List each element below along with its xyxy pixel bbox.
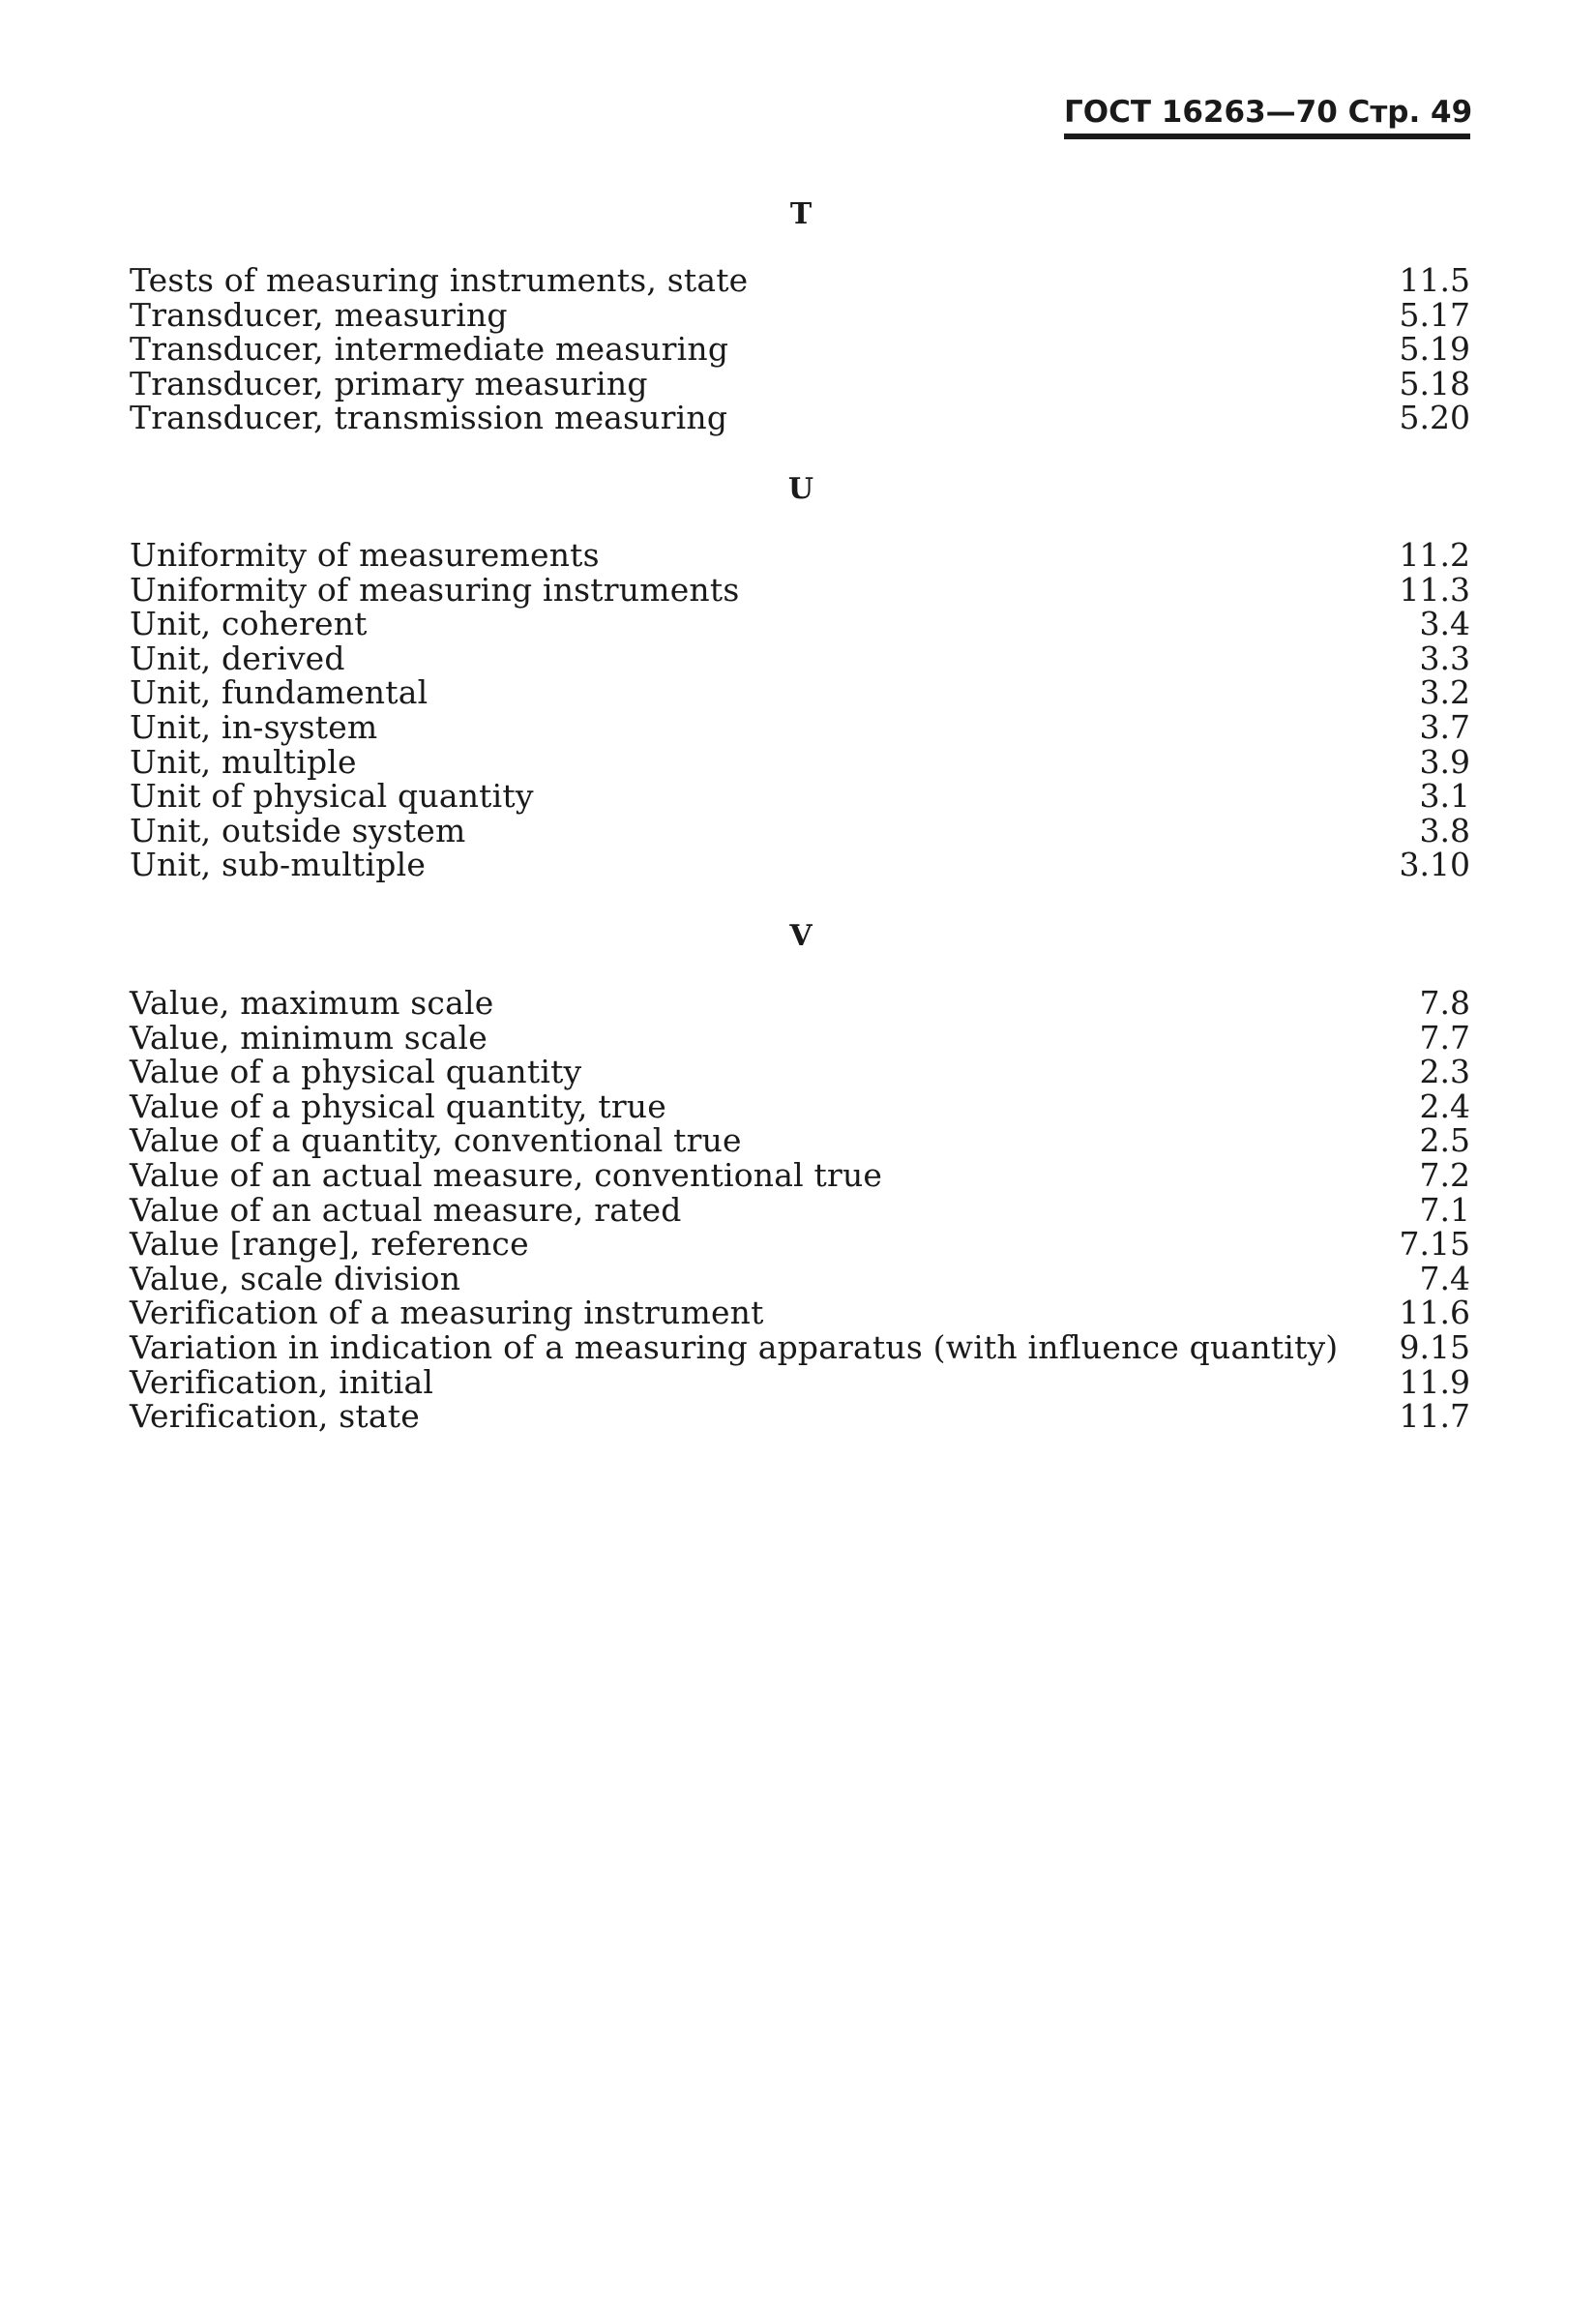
index-term: Value of an actual measure, rated: [130, 1190, 682, 1229]
index-ref: 2.3: [1419, 1053, 1470, 1091]
index-list-t: [130, 263, 1470, 435]
index-entry: [130, 1227, 1470, 1262]
section-letter-t: T: [789, 197, 813, 231]
index-ref: 5.18: [1399, 364, 1470, 402]
index-ref: 11.5: [1399, 261, 1470, 299]
index-entry: [130, 1399, 1470, 1434]
index-term: Transducer, intermediate measuring: [130, 330, 729, 369]
index-term: Uniformity of measurements: [130, 536, 600, 574]
index-ref: 3.9: [1419, 742, 1470, 781]
index-ref: 3.4: [1419, 605, 1470, 643]
index-term: Verification, state: [130, 1397, 420, 1436]
index-entry: [130, 1089, 1470, 1124]
index-term: Value of a physical quantity: [130, 1053, 582, 1091]
index-term: Unit, sub-multiple: [130, 846, 427, 884]
index-term: Tests of measuring instruments, state: [130, 261, 749, 299]
index-entry: [130, 848, 1470, 882]
index-term: Variation in indication of a measuring apparatus (with influence quantity): [130, 1327, 1339, 1366]
index-entry: [130, 675, 1470, 710]
index-entry: [130, 1362, 1470, 1401]
index-ref: 3.7: [1419, 707, 1470, 746]
index-entry: [130, 607, 1470, 641]
index-ref: 2.4: [1419, 1087, 1470, 1125]
index-term: Unit, derived: [130, 639, 345, 677]
index-ref: 9.15: [1399, 1327, 1470, 1366]
index-term: Unit, fundamental: [130, 673, 429, 712]
index-ref: 5.19: [1399, 330, 1470, 369]
index-ref: 11.9: [1399, 1362, 1470, 1401]
index-ref: 3.3: [1419, 639, 1470, 677]
index-ref: 3.2: [1419, 673, 1470, 712]
index-term: Unit, in-system: [130, 707, 378, 746]
index-ref: 5.20: [1399, 399, 1470, 437]
index-entry: [130, 811, 1470, 849]
index-entry: [130, 1123, 1470, 1158]
index-entry: [130, 570, 1470, 609]
index-ref: 7.1: [1419, 1190, 1470, 1229]
index-entry: [130, 332, 1470, 367]
index-ref: 11.7: [1399, 1397, 1470, 1436]
index-term: Verification, initial: [130, 1362, 434, 1401]
index-term: Transducer, transmission measuring: [130, 399, 728, 437]
section-letter-v: V: [789, 919, 813, 953]
index-entry: [130, 295, 1470, 334]
index-term: Unit, coherent: [130, 605, 368, 643]
index-ref: 3.10: [1399, 846, 1470, 884]
section-letter-u: U: [787, 472, 814, 506]
index-ref: 3.1: [1419, 777, 1470, 816]
index-term: Value, scale division: [130, 1259, 461, 1297]
index-entry: [130, 401, 1470, 435]
index-ref: 7.7: [1419, 1018, 1470, 1057]
index-ref: 11.6: [1399, 1294, 1470, 1332]
index-ref: 7.2: [1419, 1155, 1470, 1194]
index-term: Unit, outside system: [130, 811, 466, 849]
index-term: Unit of physical quantity: [130, 777, 534, 816]
page-header: ГОСТ 16263—70 Стр. 49: [1064, 93, 1470, 139]
index-entry: [130, 707, 1470, 746]
index-term: Transducer, primary measuring: [130, 364, 648, 402]
index-entry: [130, 986, 1470, 1021]
index-list-u: [130, 538, 1470, 882]
index-entry: [130, 742, 1470, 781]
index-list-v: [130, 986, 1470, 1434]
index-entry: [130, 1295, 1470, 1330]
index-entry: [130, 364, 1470, 402]
index-entry: [130, 1055, 1470, 1089]
index-term: Verification of a measuring instrument: [130, 1294, 764, 1332]
index-entry: [130, 1327, 1470, 1366]
index-entry: [130, 1190, 1470, 1229]
index-ref: 5.17: [1399, 295, 1470, 334]
index-ref: 7.8: [1419, 984, 1470, 1022]
index-term: Unit, multiple: [130, 742, 357, 781]
index-term: Transducer, measuring: [130, 295, 508, 334]
index-entry: [130, 538, 1470, 573]
index-term: Uniformity of measuring instruments: [130, 570, 740, 609]
index-term: Value, maximum scale: [130, 984, 494, 1022]
index-ref: 7.15: [1399, 1225, 1470, 1264]
index-ref: 11.3: [1399, 570, 1470, 609]
index-entry: [130, 1155, 1470, 1194]
index-entry: [130, 1259, 1470, 1297]
index-term: Value of a quantity, conventional true: [130, 1121, 742, 1160]
index-term: Value of a physical quantity, true: [130, 1087, 666, 1125]
index-term: Value of an actual measure, conventional true: [130, 1155, 883, 1194]
index-term: Value, minimum scale: [130, 1018, 488, 1057]
index-ref: 2.5: [1419, 1121, 1470, 1160]
index-entry: [130, 779, 1470, 814]
index-entry: [130, 641, 1470, 676]
index-ref: 7.4: [1419, 1259, 1470, 1297]
index-entry: [130, 263, 1470, 298]
index-term: Value [range], reference: [130, 1225, 529, 1264]
index-ref: 11.2: [1399, 536, 1470, 574]
index-entry: [130, 1018, 1470, 1057]
index-ref: 3.8: [1419, 811, 1470, 849]
